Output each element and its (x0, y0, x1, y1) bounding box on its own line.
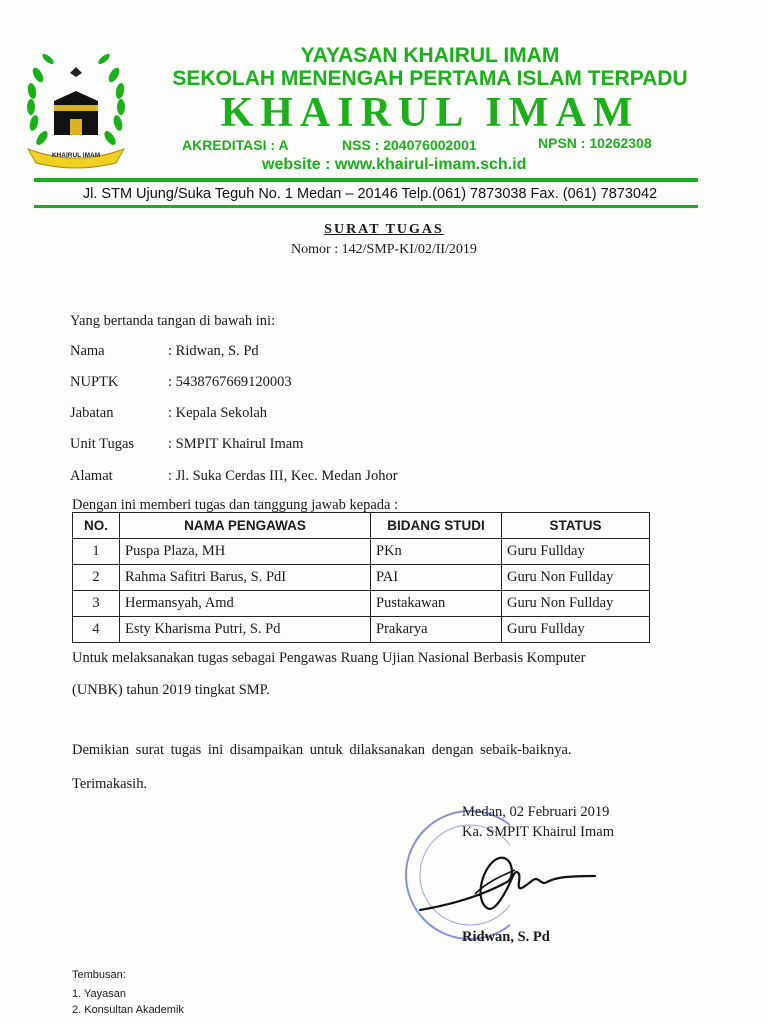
cell-name: Esty Kharisma Putri, S. Pd (120, 617, 371, 643)
thanks-text: Terimakasih. (72, 776, 148, 792)
org-name: KHAIRUL IMAM (220, 90, 640, 136)
cell-no: 4 (73, 617, 120, 643)
org-line2: SEKOLAH MENENGAH PERTAMA ISLAM TERPADU (172, 67, 688, 90)
accreditation: AKREDITASI : A (182, 137, 289, 153)
signer-name: Ridwan, S. Pd (462, 929, 550, 945)
cell-no: 2 (73, 565, 120, 591)
supervisor-table (72, 512, 650, 643)
cell-subject: Prakarya (371, 617, 502, 643)
table-row (73, 617, 650, 643)
col-header: BIDANG STUDI (371, 513, 502, 539)
signature (415, 842, 600, 932)
cell-name: Hermansyah, Amd (120, 591, 371, 617)
table-row (73, 539, 650, 565)
header-rule-bottom (34, 205, 698, 208)
closing-text: Demikian surat tugas ini disampaikan untuk dilaksanakan dengan sebaik-baiknya. (72, 742, 572, 758)
cell-no: 3 (73, 591, 120, 617)
letter-number: Nomor : 142/SMP-KI/02/II/2019 (291, 242, 477, 257)
field-label: Unit Tugas (70, 436, 135, 452)
cell-status: Guru Fullday (502, 617, 650, 643)
cc-item: 1. Yayasan (72, 988, 127, 1000)
letter-title: SURAT TUGAS (324, 222, 444, 237)
cell-name: Puspa Plaza, MH (120, 539, 371, 565)
place-date: Medan, 02 Februari 2019 (462, 804, 610, 820)
table-row (73, 591, 650, 617)
field-label: Alamat (70, 468, 113, 484)
purpose-line2: (UNBK) tahun 2019 tingkat SMP. (72, 682, 270, 698)
cell-status: Guru Non Fullday (502, 565, 650, 591)
cc-item: 2. Konsultan Akademik (72, 1004, 184, 1016)
cell-status: Guru Non Fullday (502, 591, 650, 617)
school-logo (20, 45, 132, 173)
cell-subject: Pustakawan (371, 591, 502, 617)
field-value: : 5438767669120003 (168, 374, 292, 390)
field-value: : Jl. Suka Cerdas III, Kec. Medan Johor (168, 468, 398, 484)
cell-subject: PKn (371, 539, 502, 565)
field-value: : Ridwan, S. Pd (168, 343, 259, 359)
col-header: NO. (73, 513, 120, 539)
field-value: : Kepala Sekolah (168, 405, 268, 421)
cell-no: 1 (73, 539, 120, 565)
website: website : www.khairul-imam.sch.id (262, 156, 527, 173)
col-header: NAMA PENGAWAS (120, 513, 371, 539)
table-row (73, 565, 650, 591)
npsn-number: NPSN : 10262308 (538, 135, 652, 151)
field-label: Jabatan (70, 405, 114, 421)
address-line: Jl. STM Ujung/Suka Teguh No. 1 Medan – 20146 Telp.(061) 7873038 Fax. (061) 7873042 (82, 186, 658, 202)
purpose-line1: Untuk melaksanakan tugas sebagai Pengawas Ruang Ujian Nasional Berbasis Komputer (72, 650, 586, 666)
org-line1: YAYASAN KHAIRUL IMAM (300, 44, 560, 67)
field-label: Nama (70, 343, 105, 359)
cell-subject: PAI (371, 565, 502, 591)
field-value: : SMPIT Khairul Imam (168, 436, 304, 452)
intro-text: Yang bertanda tangan di bawah ini: (70, 313, 276, 329)
nss-number: NSS : 204076002001 (342, 137, 477, 153)
col-header: STATUS (502, 513, 650, 539)
field-label: NUPTK (70, 374, 119, 390)
assign-intro: Dengan ini memberi tugas dan tanggung jawab kepada : (72, 497, 399, 513)
svg-text:KHAIRUL IMAM: KHAIRUL IMAM (51, 152, 101, 159)
table-header-row (73, 513, 650, 539)
cc-title: Tembusan: (72, 969, 126, 981)
cell-status: Guru Fullday (502, 539, 650, 565)
signer-position: Ka. SMPIT Khairul Imam (462, 824, 614, 840)
header-rule-top (34, 178, 698, 182)
cell-name: Rahma Safitri Barus, S. PdI (120, 565, 371, 591)
